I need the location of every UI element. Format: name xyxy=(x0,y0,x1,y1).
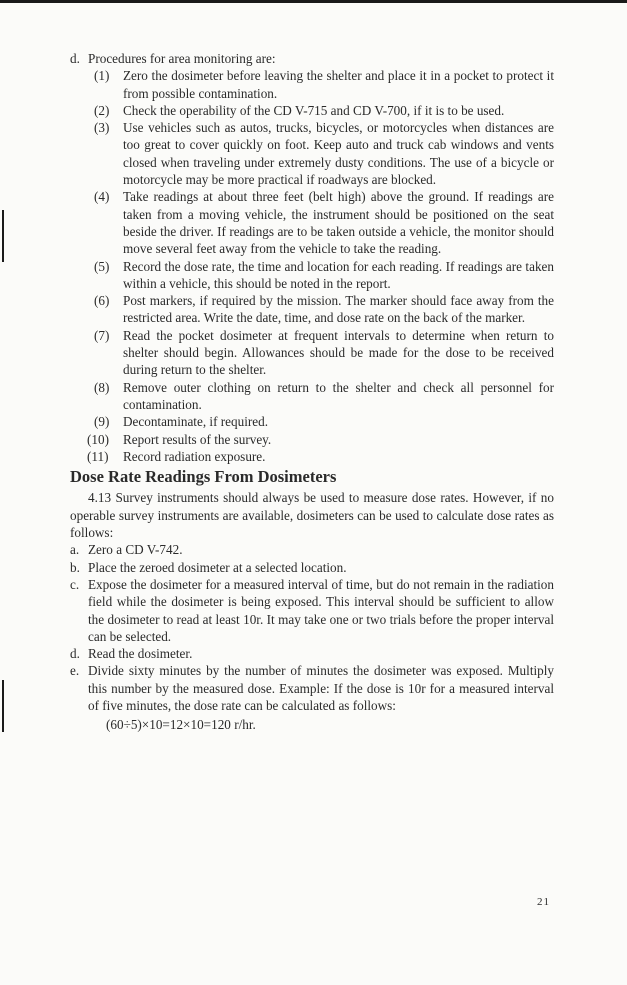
item-letter: a. xyxy=(70,542,80,558)
item-text: Zero the dosimeter before leaving the shelter and place it in a pocket to protect it from possible contamination. xyxy=(123,68,554,101)
item-number: (5) xyxy=(94,258,110,274)
item-text: Report results of the survey. xyxy=(123,431,272,447)
item-text: Zero a CD V-742. xyxy=(88,542,183,558)
paragraph-4-13: 4.13 Survey instruments should always be used to measure dose rates. However, if no operable survey instruments are available, dosimeters can be used to calculate dose rates as follows: xyxy=(70,490,554,541)
list-item xyxy=(70,413,554,430)
item-number: (7) xyxy=(94,327,110,343)
item-letter: b. xyxy=(70,559,80,575)
page-number: 21 xyxy=(537,896,550,908)
item-number: (9) xyxy=(94,414,110,430)
margin-mark xyxy=(2,680,4,732)
item-number: (1) xyxy=(94,68,110,84)
item-letter: c. xyxy=(70,576,80,592)
item-text: Place the zeroed dosimeter at a selected location. xyxy=(88,559,347,575)
item-text: Divide sixty minutes by the number of minutes the dosimeter was exposed. Multiply this number by the measured dose. Example: If the dose is 10r for a measured interval of five minutes, the dose rate can be calculated as follows: xyxy=(88,663,554,713)
section-heading: Dose Rate Readings From Dosimeters xyxy=(70,467,337,487)
list-item xyxy=(70,541,554,558)
item-number: (8) xyxy=(94,379,110,395)
item-number: (4) xyxy=(94,189,110,205)
list-item xyxy=(70,188,554,257)
section-d-intro: Procedures for area monitoring are: xyxy=(88,51,276,66)
item-text: Record radiation exposure. xyxy=(123,448,266,464)
item-text: Post markers, if required by the mission. The marker should face away from the restricted area. Write the date, time, and dose rate on the back of the marker. xyxy=(123,293,554,326)
item-text: Decontaminate, if required. xyxy=(123,414,268,430)
item-text: Take readings at about three feet (belt high) above the ground. If readings are taken from a moving vehicle, the instrument should be positioned on the seat beside the driver. If readings are to be taken outside a vehicle, the monitor should move several feet away from the vehicle to take the reading. xyxy=(123,189,554,257)
list-item xyxy=(70,448,554,465)
item-text: Remove outer clothing on return to the shelter and check all personnel for contamination. xyxy=(123,379,554,412)
item-number: (2) xyxy=(94,102,110,118)
item-text: Check the operability of the CD V-715 and CD V-700, if it is to be used. xyxy=(123,102,505,118)
list-item xyxy=(70,258,554,293)
list-item xyxy=(70,559,554,576)
list-item xyxy=(70,119,554,188)
list-item xyxy=(70,645,554,662)
item-letter: d. xyxy=(70,646,80,662)
list-item xyxy=(70,431,554,448)
item-number: (10) xyxy=(87,431,109,447)
item-number: (3) xyxy=(94,120,110,136)
item-number: (6) xyxy=(94,293,110,309)
list-item xyxy=(70,327,554,379)
top-border-line xyxy=(0,0,627,3)
item-text: Read the pocket dosimeter at frequent intervals to determine when return to shelter should begin. Allowances should be made for the dose to be received during return to the shelter. xyxy=(123,327,554,378)
list-item xyxy=(70,662,554,714)
item-letter: e. xyxy=(70,663,80,679)
section-d xyxy=(70,50,554,67)
list-item xyxy=(70,67,554,102)
item-text: Read the dosimeter. xyxy=(88,646,193,662)
list-item xyxy=(70,102,554,119)
list-item xyxy=(70,292,554,327)
page-body xyxy=(70,50,554,734)
item-text: Use vehicles such as autos, trucks, bicycles, or motorcycles when distances are too great to cover quickly on foot. Keep auto and truck cab windows and vents closed when traveling under extremely dusty conditions. The use of a bicycle or motorcycle may be more practical if roadways are blocked. xyxy=(123,120,554,188)
list-item xyxy=(70,379,554,414)
dose-rate-formula: (60÷5)×10=12×10=120 r/hr. xyxy=(106,717,256,733)
list-item xyxy=(70,576,554,645)
item-text: Expose the dosimeter for a measured interval of time, but do not remain in the radiation field while the dosimeter is being exposed. This interval should be sufficient to allow the dosimeter to read at least 10r. It may take one or two trials before the proper interval can be selected. xyxy=(88,576,554,644)
margin-mark xyxy=(2,210,4,262)
section-d-label: d. xyxy=(70,51,80,66)
item-text: Record the dose rate, the time and location for each reading. If readings are taken within a vehicle, this should be noted in the report. xyxy=(123,258,554,291)
item-number: (11) xyxy=(87,448,109,464)
